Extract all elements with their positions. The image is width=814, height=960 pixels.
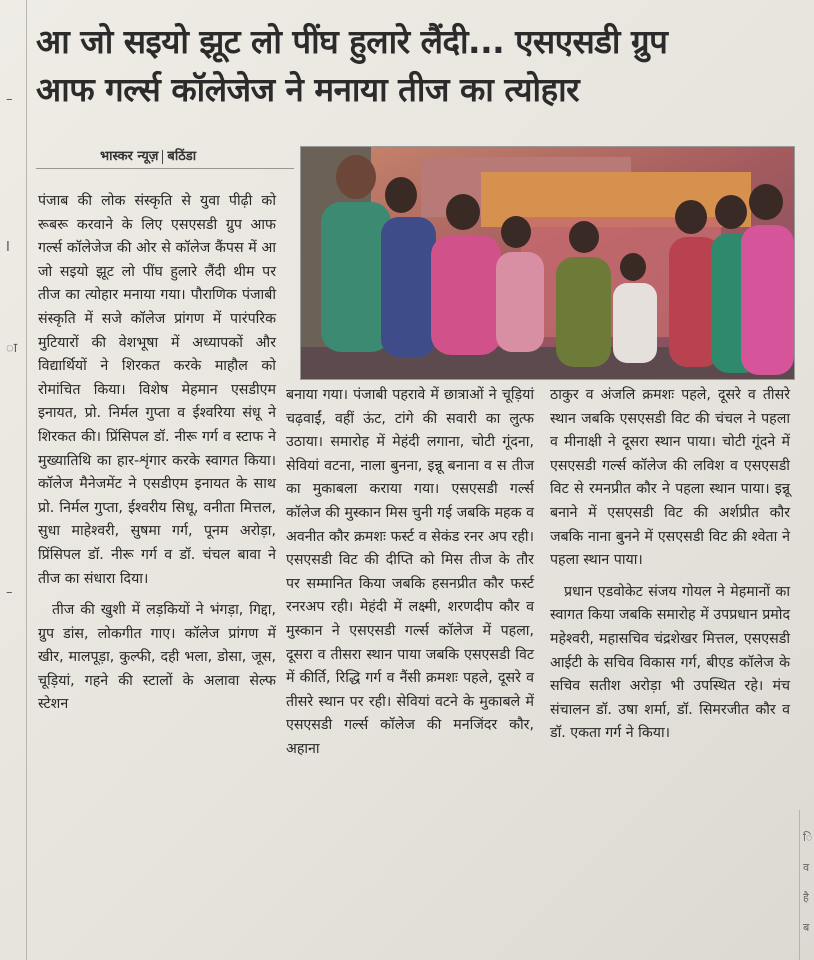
byline-city: बठिंडा	[167, 149, 197, 164]
paragraph: पंजाब की लोक संस्कृति से युवा पीढ़ी को रूबरू करवाने के लिए एसएसडी ग्रुप आफ गर्ल्स कॉलेजेज की ओर से कॉलेज कैंपस में आ जो सइयो झूट लो पींघ हुलारे लैंदी थीम पर तीज का त्योहार मनाया गया। पौराणिक पंजाबी संस्कृति में सजे कॉलेज प्रांगण में पारंपरिक मुटियारों की वेशभूषा में अध्यापकों और विद्यार्थियों ने शिरकत करके माहौल को रोमांचित किया। विशेष मेहमान एसडीएम इनायत, प्रो. निर्मल गुप्ता व ईश्वरिया संधू ने शिरकत की। प्रिंसिपल डॉ. नीरू गर्ग व स्टाफ ने मुख्यातिथि का हार-शृंगार करके स्वागत किया। कॉलेज मैनेजमेंट ने एसडीएम इनायत के साथ प्रो. निर्मल गुप्ता, ईश्वरीय सिधू, वनीता मित्तल, सुधा माहेश्वरी, सुषमा गर्ग, पूनम अरोड़ा, प्रिंसिपल डॉ. नीरू गर्ग व डॉ. चंचल बावा ने तीज का संधारा दिया।	[38, 193, 276, 587]
paragraph: प्रधान एडवोकेट संजय गोयल ने मेहमानों का स्वागत किया जबकि समारोह में उपप्रधान प्रमोद महेश्वरी, महासचिव चंद्रशेखर मित्तल, एसएसडी आईटी के सचिव विकास गर्ग, बीएड कॉलेज के सचिव सतीश अरोड़ा भी उपस्थित रहे। मंच संचालन डॉ. उषा शर्मा, डॉ. सिमरजीत कौर व डॉ. एकता गर्ग ने किया।	[550, 583, 790, 742]
byline-separator	[162, 150, 163, 164]
paragraph: तीज की खुशी में लड़कियों ने भंगड़ा, गिद्दा, ग्रुप डांस, लोकगीत गाए। कॉलेज प्रांगण में खीर, मालपूड़ा, कुल्फी, दही भला, डोसा, जूस, चूड़ियां, गहने की स्टालों के अलावा सेल्फ स्टेशन	[38, 602, 276, 713]
adjacent-column-edge: – I ा –	[0, 0, 27, 960]
byline-rule	[36, 168, 294, 169]
byline	[100, 146, 196, 164]
event-photo	[300, 146, 795, 380]
headline	[36, 18, 806, 114]
adjacent-column-edge-right: ि व है ब	[799, 810, 814, 960]
article-column-3	[550, 384, 790, 746]
headline-line-2: आफ गर्ल्स कॉलेजेज ने मनाया तीज का त्योहार	[36, 70, 580, 109]
event-photo-illustration	[301, 147, 794, 379]
paragraph: बनाया गया। पंजाबी पहरावे में छात्राओं ने चूड़ियां चढ़वाईं, वहीं ऊंट, टांगे की सवारी का लुत्फ उठाया। समारोह में मेहंदी लगाना, चोटी गूंदना, सेवियां वटना, नाला बुनना, इन्नू बनाना व स तीज का मुकाबला कराया गया। एसएसडी गर्ल्स कॉलेज की मुस्कान मिस चुनी गई जबकि महक व अवनीत कौर क्रमशः फर्स्ट व सेकंड रनर अप रही। एसएसडी विट की दीप्ति को मिस तीज के तौर पर सम्मानित किया जबकि हसनप्रीत कौर फर्स्ट रनरअप रही। मेहंदी में लक्ष्मी, शरणदीप कौर व मुस्कान ने एसएसडी गर्ल्स कॉलेज में पहला, दूसरा व तीसरा स्थान पाया जबकि एसएसडी विट में कीर्ति, रिद्धि गर्ग व नैंसी क्रमशः पहले, दूसरे व तीसरे स्थान पर रही। सेवियां वटने के मुकाबले में एसएसडी गर्ल्स कॉलेज की मनजिंदर कौर, अहाना	[286, 387, 534, 757]
byline-source: भास्कर न्यूज़	[100, 149, 159, 164]
headline-line-1: आ जो सइयो झूट लो पींघ हुलारे लैंदी... एसएसडी ग्रुप	[36, 22, 668, 61]
paragraph: ठाकुर व अंजलि क्रमशः पहले, दूसरे व तीसरे स्थान जबकि एसएसडी विट की चंचल ने पहला व मीनाक्षी ने दूसरा स्थान पाया। चोटी गूंदने में एसएसडी गर्ल्स कॉलेज की लविश व एसएसडी विट से रमनप्रीत कौर ने पहला स्थान पाया। इन्नू बनाने में एसएसडी विट की अर्शप्रीत कौर जबकि नाना बुनने में एसएसडी विट क्री श्वेता ने पहला स्थान पाया।	[550, 387, 790, 569]
article-column-2	[286, 384, 534, 762]
article-column-1	[38, 190, 276, 717]
